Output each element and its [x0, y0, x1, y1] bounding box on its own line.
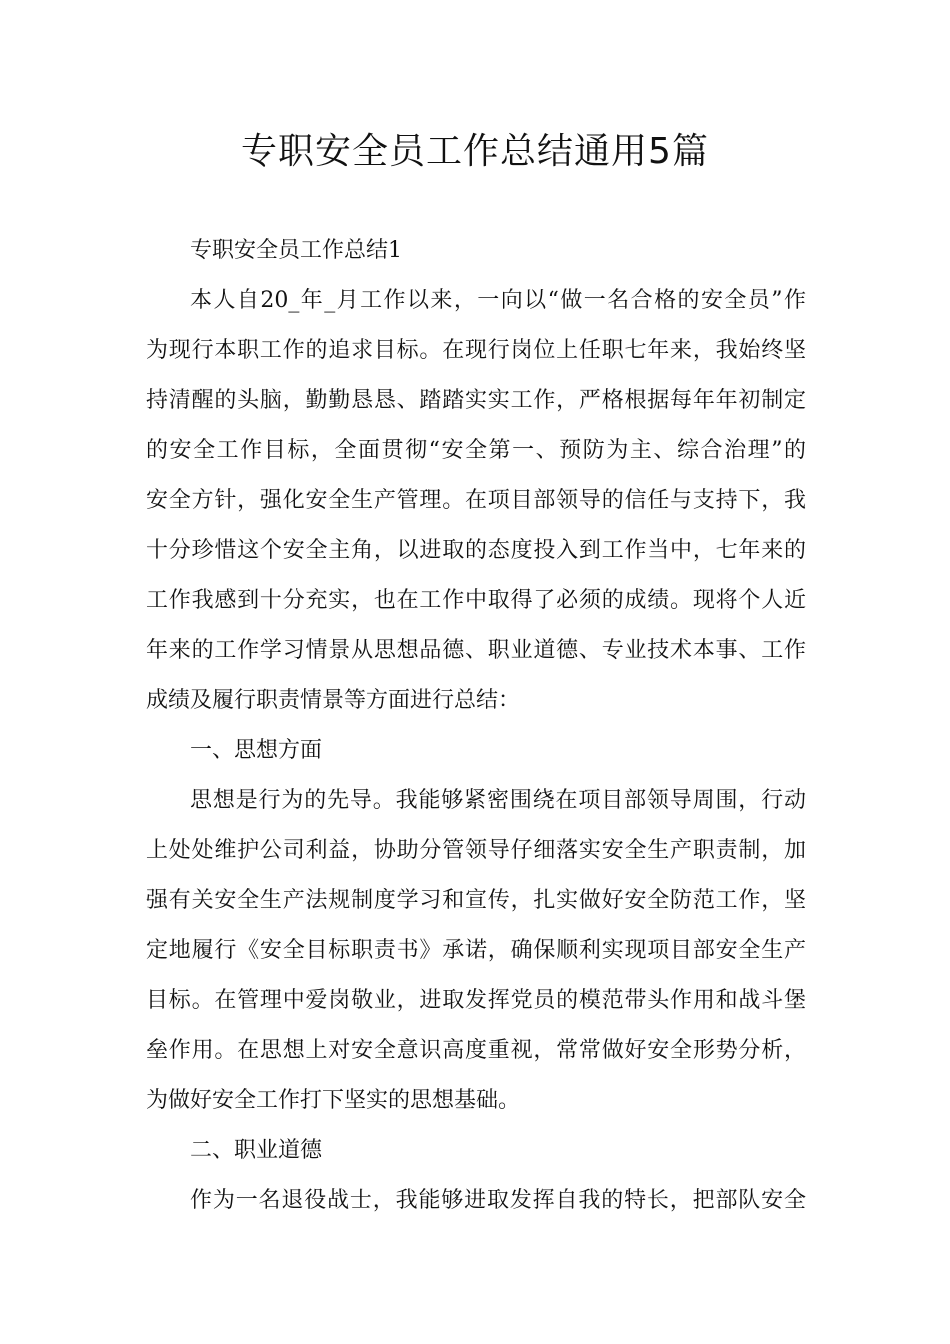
subheading-ethics: 二、职业道德	[190, 1138, 323, 1163]
section-heading: 专职安全员工作总结1	[190, 238, 402, 263]
paragraph-line: 上处处维护公司利益，协助分管领导仔细落实安全生产职责制，加	[146, 838, 806, 863]
paragraph-line: 为做好安全工作打下坚实的思想基础。	[146, 1088, 521, 1113]
paragraph-line: 成绩及履行职责情景等方面进行总结：	[146, 688, 521, 713]
paragraph-line: 作为一名退役战士，我能够进取发挥自我的特长，把部队安全	[190, 1188, 806, 1213]
paragraph-line: 定地履行《安全目标职责书》承诺，确保顺利实现项目部安全生产	[146, 938, 806, 963]
paragraph-line: 本人自20_年_月工作以来，一向以“做一名合格的安全员”作	[190, 288, 806, 313]
paragraph-line: 垒作用。在思想上对安全意识高度重视，常常做好安全形势分析，	[146, 1038, 806, 1063]
subheading-thought: 一、思想方面	[190, 738, 323, 763]
paragraph-line: 为现行本职工作的追求目标。在现行岗位上任职七年来，我始终坚	[146, 338, 806, 363]
paragraph-line: 安全方针，强化安全生产管理。在项目部领导的信任与支持下，我	[146, 488, 806, 513]
paragraph-line: 工作我感到十分充实，也在工作中取得了必须的成绩。现将个人近	[146, 588, 806, 613]
paragraph-line: 强有关安全生产法规制度学习和宣传，扎实做好安全防范工作，坚	[146, 888, 806, 913]
paragraph-line: 持清醒的头脑，勤勤恳恳、踏踏实实工作，严格根据每年年初制定	[146, 388, 806, 413]
paragraph-line: 的安全工作目标，全面贯彻“安全第一、预防为主、综合治理”的	[146, 438, 806, 463]
paragraph-line: 思想是行为的先导。我能够紧密围绕在项目部领导周围，行动	[190, 788, 806, 813]
paragraph-line: 目标。在管理中爱岗敬业，进取发挥党员的模范带头作用和战斗堡	[146, 988, 806, 1013]
document-title: 专职安全员工作总结通用5篇	[241, 131, 709, 172]
paragraph-line: 年来的工作学习情景从思想品德、职业道德、专业技术本事、工作	[146, 638, 806, 663]
paragraph-line: 十分珍惜这个安全主角，以进取的态度投入到工作当中，七年来的	[146, 538, 806, 563]
